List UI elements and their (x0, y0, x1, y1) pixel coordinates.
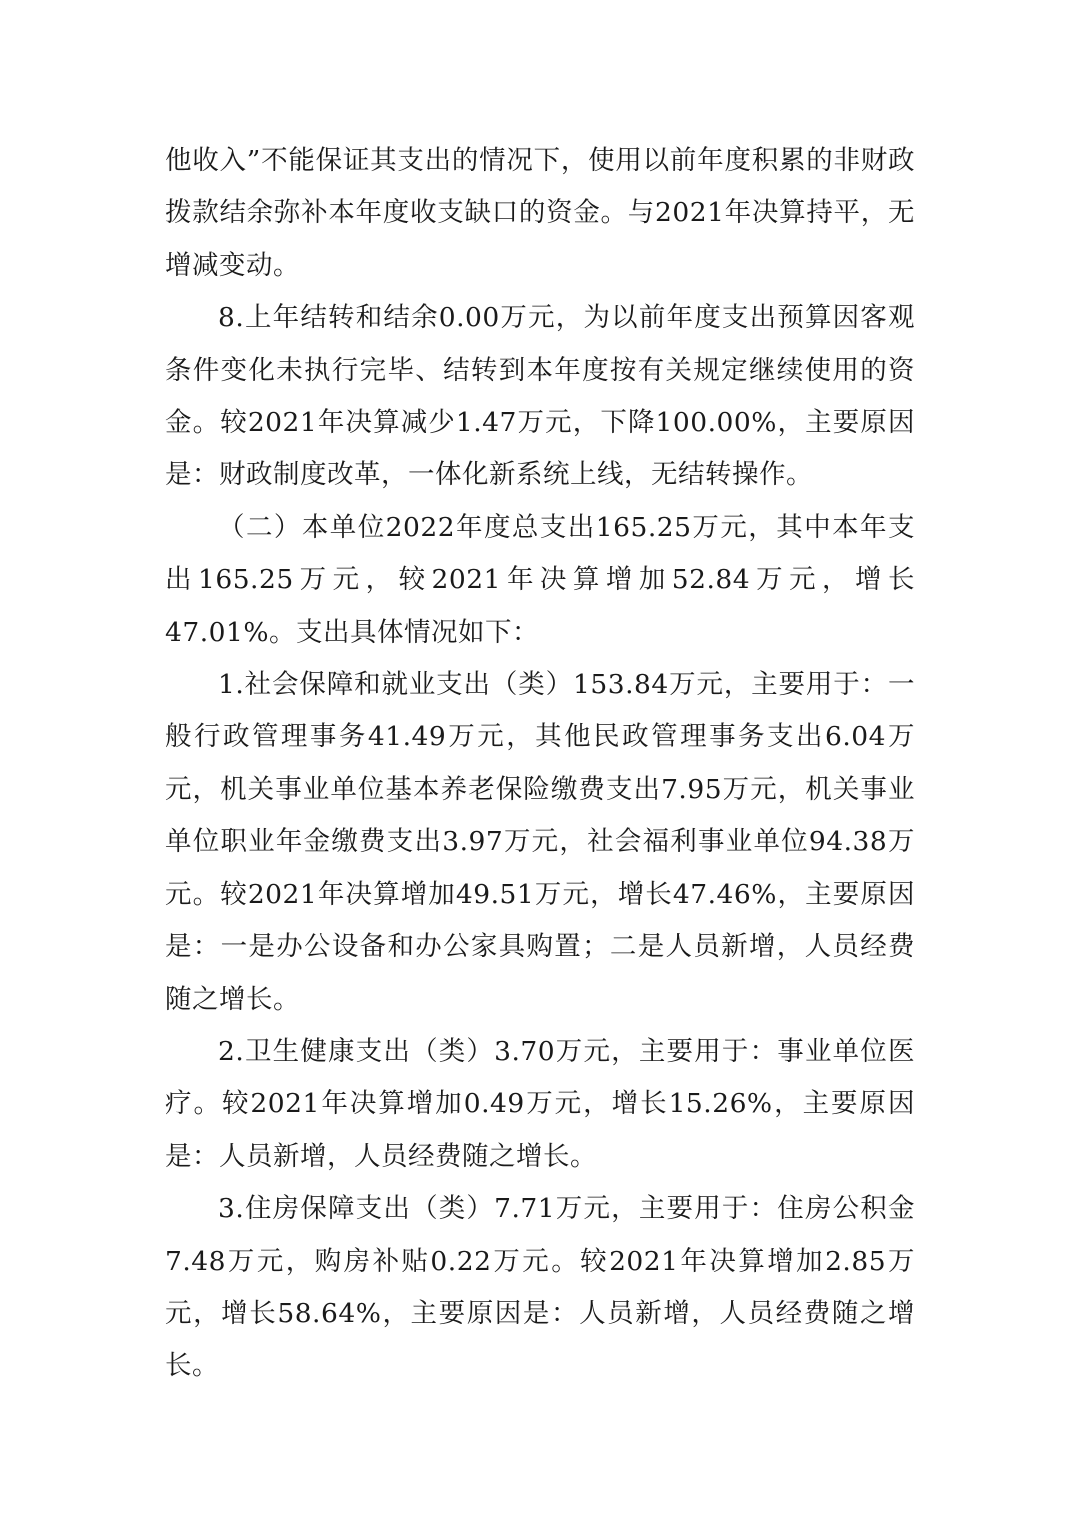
paragraph-expense-1: 1.社会保障和就业支出（类）153.84万元，主要用于：一般行政管理事务41.49万元，其他民政管理事务支出6.04万元，机关事业单位基本养老保险缴费支出7.95万元，机关事业单位职业年金缴费支出3.97万元，社会福利事业单位94.38万元。较2021年决算增加49.51万元，增长47.46%，主要原因是：一是办公设备和办公家具购置；二是人员新增，人员经费随之增长。 (165, 669, 915, 1015)
paragraph-continuation: 他收入”不能保证其支出的情况下，使用以前年度积累的非财政拨款结余弥补本年度收支缺口的资金。与2021年决算持平，无增减变动。 (165, 145, 915, 281)
document-body (165, 135, 915, 1393)
paragraph-expense-2: 2.卫生健康支出（类）3.70万元，主要用于：事业单位医疗。较2021年决算增加0.49万元，增长15.26%，主要原因是：人员新增，人员经费随之增长。 (165, 1035, 915, 1172)
paragraph-expense-3: 3.住房保障支出（类）7.71万元，主要用于：住房公积金7.48万元，购房补贴0.22万元。较2021年决算增加2.85万元，增长58.64%，主要原因是：人员新增，人员经费随之增长。 (165, 1193, 915, 1382)
paragraph-item-8: 8.上年结转和结余0.00万元，为以前年度支出预算因客观条件变化未执行完毕、结转到本年度按有关规定继续使用的资金。较2021年决算减少1.47万元，下降100.00%，主要原因是：财政制度改革，一体化新系统上线，无结转操作。 (165, 302, 915, 491)
paragraph-section-2: （二）本单位2022年度总支出165.25万元，其中本年支出165.25万元，较2021年决算增加52.84万元，增长47.01%。支出具体情况如下： (165, 511, 915, 648)
